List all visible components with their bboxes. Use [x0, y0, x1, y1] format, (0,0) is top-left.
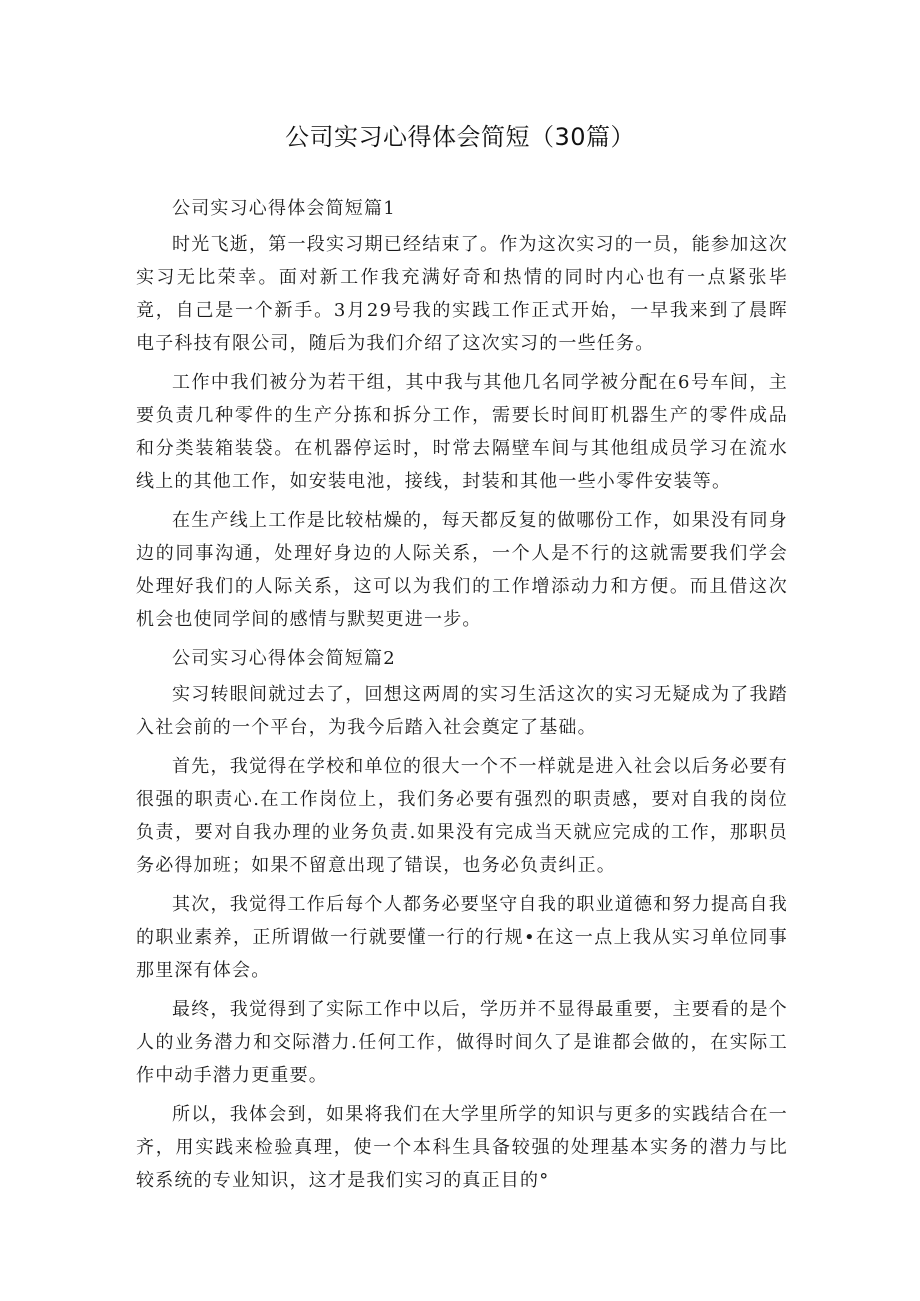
- paragraph: 实习转眼间就过去了，回想这两周的实习生活这次的实习无疑成为了我踏入社会前的一个平台，为我今后踏入社会奠定了基础。: [136, 684, 788, 738]
- section-heading-1: 公司实习心得体会简短篇1: [172, 198, 396, 219]
- section-heading-2: 公司实习心得体会简短篇2: [172, 648, 396, 669]
- document-title: 公司实习心得体会简短（30篇）: [284, 123, 636, 151]
- document-body: [136, 192, 788, 1203]
- paragraph: 首先，我觉得在学校和单位的很大一个不一样就是进入社会以后务必要有很强的职责心.在工作岗位上，我们务必要有强烈的职责感，要对自我的岗位负责，要对自我办理的业务负责.如果没有完成当天就应完成的工作，那职员务必得加班；如果不留意出现了错误，也务必负责纠正。: [136, 756, 788, 876]
- paragraph: 其次，我觉得工作后每个人都务必要坚守自我的职业道德和努力提高自我的职业素养，正所谓做一行就要懂一行的行规•在这一点上我从实习单位同事那里深有体会。: [136, 894, 788, 981]
- paragraph: 在生产线上工作是比较枯燥的，每天都反复的做哪份工作，如果没有同身边的同事沟通，处理好身边的人际关系，一个人是不行的这就需要我们学会处理好我们的人际关系，这可以为我们的工作增添动力和方便。而且借这次机会也使同学间的感情与默契更进一步。: [136, 510, 788, 630]
- paragraph: 所以，我体会到，如果将我们在大学里所学的知识与更多的实践结合在一齐，用实践来检验真理，使一个本科生具备较强的处理基本实务的潜力与比较系统的专业知识，这才是我们实习的真正目的°: [136, 1104, 788, 1191]
- paragraph: 时光飞逝，第一段实习期已经结束了。作为这次实习的一员，能参加这次实习无比荣幸。面对新工作我充满好奇和热情的同时内心也有一点紧张毕竟，自己是一个新手。3月29号我的实践工作正式开始，一早我来到了晨晖电子科技有限公司，随后为我们介绍了这次实习的一些任务。: [136, 234, 788, 354]
- paragraph: 工作中我们被分为若干组，其中我与其他几名同学被分配在6号车间，主要负责几种零件的生产分拣和拆分工作，需要长时间盯机器生产的零件成品和分类装箱装袋。在机器停运时，时常去隔壁车间与其他组成员学习在流水线上的其他工作，如安装电池，接线，封装和其他一些小零件安装等。: [136, 372, 788, 492]
- paragraph: 最终，我觉得到了实际工作中以后，学历并不显得最重要，主要看的是个人的业务潜力和交际潜力.任何工作，做得时间久了是谁都会做的，在实际工作中动手潜力更重要。: [136, 999, 788, 1086]
